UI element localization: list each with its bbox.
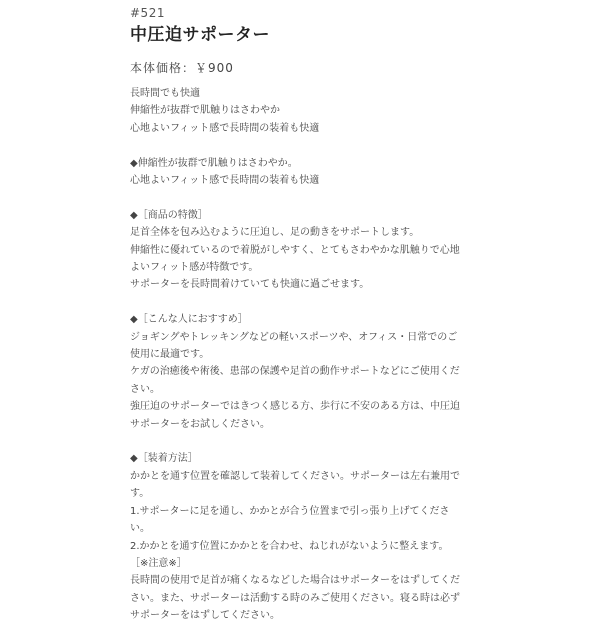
text-line: 足首全体を包み込むように圧迫し、足の動きをサポートします。 — [130, 227, 420, 239]
text-line: 伸縮性に優れているので着脱がしやすく、とてもさわやかな肌触りで心地 — [130, 244, 460, 256]
section-heading-recommended: ◆［こんな人におすすめ］ — [130, 314, 248, 326]
text-line: サポーターをお試しください。 — [130, 418, 270, 430]
text-line: 1.サポーターに足を通し、かかとが合う位置まで引っ張り上げてくださ — [130, 505, 450, 517]
text-line: 長時間でも快適 — [130, 88, 200, 99]
text-line: ジョギングやトレッキングなどの軽いスポーツや、オフィス・日常でのご — [130, 331, 458, 343]
text-line: 心地よいフィット感で長時間の装着も快適 — [130, 122, 320, 134]
paragraph-features — [130, 207, 475, 294]
text-line: す。 — [130, 488, 150, 500]
caution-heading: ［※注意※］ — [130, 557, 187, 569]
text-line: 心地よいフィット感で長時間の装着も快適 — [130, 175, 320, 187]
text-line: 使用に最適です。 — [130, 349, 210, 361]
text-line: さい。 — [130, 383, 160, 395]
text-line: 伸縮性が抜群で肌触りはさわやか — [130, 105, 280, 117]
text-line: い。 — [130, 523, 150, 535]
text-line: ◆伸縮性が抜群で肌触りはさわやか。 — [130, 157, 298, 169]
text-line: 2.かかとを通す位置にかかとを合わせ、ねじれがないように整えます。 — [130, 540, 449, 552]
paragraph-recommended-for — [130, 311, 475, 433]
section-heading-how-to-wear: ◆［装着方法］ — [130, 453, 198, 465]
product-number: #521 — [130, 6, 165, 20]
paragraph-highlight — [130, 155, 475, 190]
section-heading-features: ◆［商品の特徴］ — [130, 209, 208, 221]
text-line: かかとを通す位置を確認して装着してください。サポーターは左右兼用で — [130, 470, 460, 482]
text-line: 強圧迫のサポーターではきつく感じる方、歩行に不安のある方は、中圧迫 — [130, 401, 460, 413]
description-body — [130, 85, 475, 625]
product-title: 中圧迫サポーター — [130, 25, 270, 45]
paragraph-summary — [130, 85, 475, 137]
paragraph-how-to-wear — [130, 450, 475, 624]
text-line: ケガの治癒後や術後、患部の保護や足首の動作サポートなどにご使用くだ — [130, 366, 460, 378]
price-label: 本体価格：￥900 — [130, 61, 234, 75]
text-line: よいフィット感が特徴です。 — [130, 262, 259, 274]
text-line: サポーターを長時間着けていても快適に過ごせます。 — [130, 279, 370, 291]
text-line: 長時間の使用で足首が痛くなるなどした場合はサポーターをはずしてくだ — [130, 575, 460, 587]
text-line: サポーターをはずしてください。 — [130, 610, 280, 622]
text-line: さい。また、サポーターは活動する時のみご使用ください。寝る時は必ず — [130, 592, 460, 604]
